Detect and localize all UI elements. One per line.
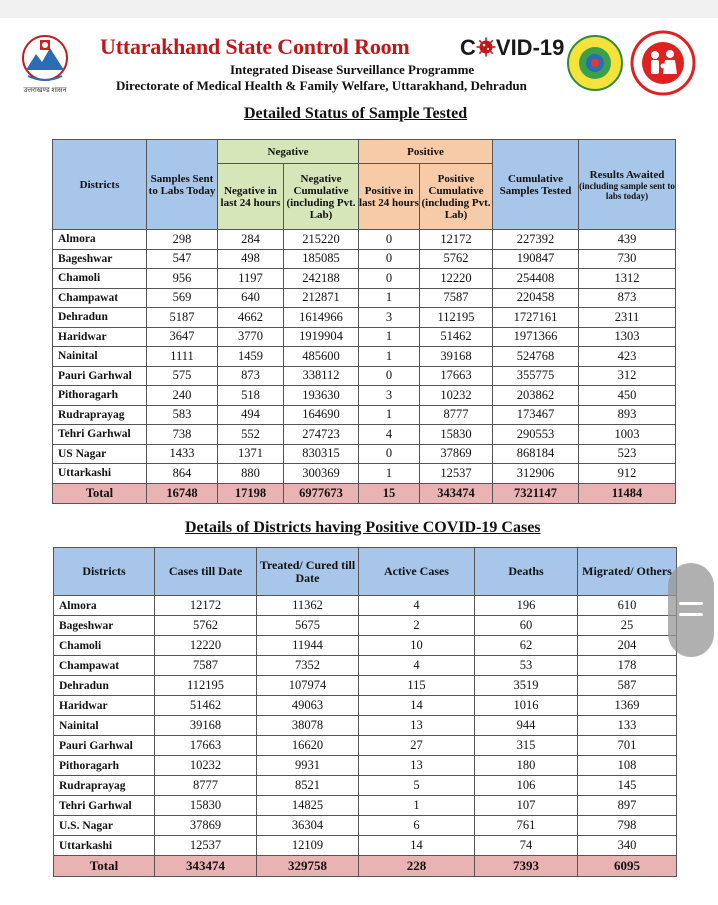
handle-line [679, 613, 703, 616]
table-cell: 873 [579, 288, 676, 308]
table-cell: 312906 [493, 464, 579, 484]
table-cell: 300369 [284, 464, 359, 484]
table-cell: 115 [359, 676, 475, 696]
coronavirus-icon [476, 37, 496, 57]
table-cell: 9931 [257, 756, 359, 776]
table-cell: 738 [147, 425, 218, 445]
table-cell: 1 [359, 288, 420, 308]
table-cell: 1371 [218, 444, 284, 464]
col-positive-cumulative: Positive Cumulative (including Pvt. Lab) [420, 164, 493, 230]
table-cell: 730 [579, 249, 676, 269]
table-cell: 1197 [218, 269, 284, 289]
covid-suffix: VID-19 [495, 35, 565, 60]
table-cell: 112195 [155, 676, 257, 696]
table-cell: 1016 [475, 696, 578, 716]
col-negative-cumulative: Negative Cumulative (including Pvt. Lab) [284, 164, 359, 230]
table-cell: 106 [475, 776, 578, 796]
total-cell: 15 [359, 483, 420, 503]
district-name: Almora [54, 596, 155, 616]
table-cell: 39168 [155, 716, 257, 736]
table-cell: 0 [359, 249, 420, 269]
table-cell: 4 [359, 596, 475, 616]
table-cell: 701 [578, 736, 677, 756]
table-row [53, 327, 676, 347]
table-row [54, 776, 677, 796]
col-positive-24h: Positive in last 24 hours [359, 164, 420, 230]
district-name: Haridwar [54, 696, 155, 716]
total-cell: 11484 [579, 483, 676, 503]
sample-status-table [52, 139, 676, 504]
top-status-strip [0, 0, 718, 18]
column-header: Active Cases [359, 548, 475, 596]
table-cell: 37869 [420, 444, 493, 464]
table-cell: 13 [359, 716, 475, 736]
table-cell: 74 [475, 836, 578, 856]
covid-prefix: C [460, 35, 476, 60]
table-cell: 12109 [257, 836, 359, 856]
table-cell: 1459 [218, 347, 284, 367]
table-cell: 242188 [284, 269, 359, 289]
table-cell: 3 [359, 308, 420, 328]
table-cell: 3770 [218, 327, 284, 347]
table-cell: 4 [359, 656, 475, 676]
table-cell: 518 [218, 386, 284, 406]
table-cell: 2311 [579, 308, 676, 328]
district-name: Dehradun [53, 308, 147, 328]
district-name: Bageshwar [54, 616, 155, 636]
table-cell: 7587 [155, 656, 257, 676]
table-cell: 6 [359, 816, 475, 836]
table-cell: 547 [147, 249, 218, 269]
table-cell: 107974 [257, 676, 359, 696]
table-cell: 868184 [493, 444, 579, 464]
table-cell: 2 [359, 616, 475, 636]
uttarakhand-govt-emblem-icon [14, 32, 76, 88]
table-cell: 62 [475, 636, 578, 656]
table-cell: 164690 [284, 405, 359, 425]
national-health-mission-logo-icon [630, 30, 696, 96]
table-cell: 178 [578, 656, 677, 676]
table-cell: 1433 [147, 444, 218, 464]
table-cell: 575 [147, 366, 218, 386]
results-awaited-label: Results Awaited [589, 168, 665, 181]
total-cell: 17198 [218, 483, 284, 503]
table-cell: 0 [359, 366, 420, 386]
col-samples-sent: Samples Sent to Labs Today [147, 140, 218, 230]
table-cell: 873 [218, 366, 284, 386]
total-cell: 6977673 [284, 483, 359, 503]
table-row [53, 308, 676, 328]
district-name: Champawat [53, 288, 147, 308]
district-name: Chamoli [53, 269, 147, 289]
report-header [0, 22, 718, 104]
table-cell: 12172 [420, 230, 493, 250]
table-cell: 798 [578, 816, 677, 836]
table-cell: 10232 [155, 756, 257, 776]
total-cell: 16748 [147, 483, 218, 503]
district-name: Bageshwar [53, 249, 147, 269]
table-cell: 1312 [579, 269, 676, 289]
table-cell: 53 [475, 656, 578, 676]
table-cell: 640 [218, 288, 284, 308]
table-cell: 12220 [420, 269, 493, 289]
table-row [54, 816, 677, 836]
table-row [53, 405, 676, 425]
table-cell: 204 [578, 636, 677, 656]
table-cell: 340 [578, 836, 677, 856]
table-cell: 956 [147, 269, 218, 289]
group-negative: Negative [218, 140, 359, 164]
table2-title: Details of Districts having Positive COVID-19 Cases [185, 519, 541, 536]
table-row [54, 616, 677, 636]
subtitle-programme: Integrated Disease Surveillance Programme [230, 62, 475, 77]
table-cell: 196 [475, 596, 578, 616]
table-cell: 5762 [420, 249, 493, 269]
table-cell: 912 [579, 464, 676, 484]
table-cell: 1971366 [493, 327, 579, 347]
table-cell: 254408 [493, 269, 579, 289]
table-cell: 284 [218, 230, 284, 250]
district-name: Rudraprayag [54, 776, 155, 796]
table-cell: 11944 [257, 636, 359, 656]
total-row [54, 856, 677, 877]
table-cell: 51462 [420, 327, 493, 347]
district-name: Pauri Garhwal [54, 736, 155, 756]
table-row [54, 736, 677, 756]
table-cell: 298 [147, 230, 218, 250]
table-row [54, 836, 677, 856]
table-row [54, 796, 677, 816]
table-cell: 10232 [420, 386, 493, 406]
table-cell: 4662 [218, 308, 284, 328]
table-cell: 1919904 [284, 327, 359, 347]
table-cell: 1303 [579, 327, 676, 347]
table-cell: 338112 [284, 366, 359, 386]
table-cell: 3519 [475, 676, 578, 696]
table-cell: 227392 [493, 230, 579, 250]
table-cell: 944 [475, 716, 578, 736]
table-cell: 1 [359, 327, 420, 347]
table-cell: 1003 [579, 425, 676, 445]
district-name: Dehradun [54, 676, 155, 696]
page-title: Uttarakhand State Control Room [100, 34, 410, 59]
table-cell: 51462 [155, 696, 257, 716]
table-cell: 203862 [493, 386, 579, 406]
table-row [54, 716, 677, 736]
table-cell: 274723 [284, 425, 359, 445]
total-label: Total [54, 856, 155, 877]
table-cell: 315 [475, 736, 578, 756]
table-cell: 552 [218, 425, 284, 445]
group-positive: Positive [359, 140, 493, 164]
table-row [54, 636, 677, 656]
total-cell: 6095 [578, 856, 677, 877]
table-cell: 761 [475, 816, 578, 836]
table-cell: 7352 [257, 656, 359, 676]
table-cell: 25 [578, 616, 677, 636]
table-row [53, 288, 676, 308]
table-cell: 7587 [420, 288, 493, 308]
table-cell: 524768 [493, 347, 579, 367]
table-cell: 1 [359, 796, 475, 816]
table-cell: 4 [359, 425, 420, 445]
table-cell: 145 [578, 776, 677, 796]
govt-caption: उत्तराखण्ड शासन [23, 86, 67, 94]
district-name: Tehri Garhwal [53, 425, 147, 445]
table-cell: 215220 [284, 230, 359, 250]
table-row [53, 464, 676, 484]
table-cell: 60 [475, 616, 578, 636]
positive-cases-table [53, 547, 677, 877]
table-cell: 240 [147, 386, 218, 406]
table-cell: 180 [475, 756, 578, 776]
table-row [53, 366, 676, 386]
col-districts: Districts [53, 140, 147, 230]
table-cell: 5675 [257, 616, 359, 636]
table-row [53, 347, 676, 367]
table-cell: 0 [359, 230, 420, 250]
table-row [54, 696, 677, 716]
column-header: Migrated/ Others [578, 548, 677, 596]
district-name: Nainital [54, 716, 155, 736]
table-row [53, 269, 676, 289]
district-name: Uttarkashi [54, 836, 155, 856]
table-cell: 498 [218, 249, 284, 269]
district-name: Chamoli [54, 636, 155, 656]
district-name: US Nagar [53, 444, 147, 464]
district-name: Pithoragarh [53, 386, 147, 406]
table-row [54, 676, 677, 696]
total-row [53, 483, 676, 503]
table-cell: 0 [359, 444, 420, 464]
table-cell: 523 [579, 444, 676, 464]
table-cell: 39168 [420, 347, 493, 367]
table-cell: 27 [359, 736, 475, 756]
district-name: Uttarkashi [53, 464, 147, 484]
results-awaited-note: (including sample sent to labs today) [579, 180, 675, 201]
table-cell: 17663 [155, 736, 257, 756]
table-cell: 3647 [147, 327, 218, 347]
table-cell: 38078 [257, 716, 359, 736]
table1-title: Detailed Status of Sample Tested [244, 105, 468, 122]
table-cell: 5 [359, 776, 475, 796]
table-cell: 610 [578, 596, 677, 616]
table-cell: 12537 [420, 464, 493, 484]
table-cell: 3 [359, 386, 420, 406]
table-row [54, 596, 677, 616]
table-cell: 355775 [493, 366, 579, 386]
total-cell: 343474 [420, 483, 493, 503]
table-row [53, 230, 676, 250]
table-cell: 190847 [493, 249, 579, 269]
table-cell: 11362 [257, 596, 359, 616]
table-cell: 1 [359, 347, 420, 367]
col-negative-24h: Negative in last 24 hours [218, 164, 284, 230]
district-name: Haridwar [53, 327, 147, 347]
table-cell: 494 [218, 405, 284, 425]
total-cell: 7393 [475, 856, 578, 877]
table-cell: 569 [147, 288, 218, 308]
table-cell: 107 [475, 796, 578, 816]
table-cell: 312 [579, 366, 676, 386]
column-header: Deaths [475, 548, 578, 596]
table-cell: 8777 [155, 776, 257, 796]
table-cell: 290553 [493, 425, 579, 445]
table-cell: 450 [579, 386, 676, 406]
drag-handle-icon[interactable] [668, 563, 714, 657]
district-name: Pithoragarh [54, 756, 155, 776]
table-cell: 15830 [155, 796, 257, 816]
table-cell: 10 [359, 636, 475, 656]
district-name: Tehri Garhwal [54, 796, 155, 816]
table-cell: 15830 [420, 425, 493, 445]
table-row [54, 756, 677, 776]
total-label: Total [53, 483, 147, 503]
district-name: Almora [53, 230, 147, 250]
table-cell: 12220 [155, 636, 257, 656]
total-cell: 7321147 [493, 483, 579, 503]
table-cell: 587 [578, 676, 677, 696]
table-cell: 13 [359, 756, 475, 776]
column-header: Treated/ Cured till Date [257, 548, 359, 596]
district-name: Nainital [53, 347, 147, 367]
table-cell: 893 [579, 405, 676, 425]
table-cell: 212871 [284, 288, 359, 308]
table-cell: 14825 [257, 796, 359, 816]
district-name: Rudraprayag [53, 405, 147, 425]
total-cell: 228 [359, 856, 475, 877]
table-cell: 133 [578, 716, 677, 736]
total-cell: 329758 [257, 856, 359, 877]
column-header: Cases till Date [155, 548, 257, 596]
table-cell: 8521 [257, 776, 359, 796]
table-cell: 5187 [147, 308, 218, 328]
table-cell: 1 [359, 464, 420, 484]
table-cell: 8777 [420, 405, 493, 425]
table-cell: 830315 [284, 444, 359, 464]
table-cell: 220458 [493, 288, 579, 308]
table-row [53, 249, 676, 269]
table-cell: 439 [579, 230, 676, 250]
col-cumulative-samples: Cumulative Samples Tested [493, 140, 579, 230]
table-cell: 5762 [155, 616, 257, 636]
table-cell: 14 [359, 836, 475, 856]
table-cell: 423 [579, 347, 676, 367]
covid-label [460, 35, 564, 61]
table-cell: 17663 [420, 366, 493, 386]
handle-line [679, 602, 703, 605]
table-cell: 0 [359, 269, 420, 289]
total-cell: 343474 [155, 856, 257, 877]
table-row [53, 386, 676, 406]
district-name: U.S. Nagar [54, 816, 155, 836]
table-cell: 1 [359, 405, 420, 425]
col-results-awaited [579, 140, 676, 230]
table-cell: 112195 [420, 308, 493, 328]
district-name: Champawat [54, 656, 155, 676]
table-cell: 583 [147, 405, 218, 425]
table-cell: 12537 [155, 836, 257, 856]
table-cell: 16620 [257, 736, 359, 756]
table-cell: 864 [147, 464, 218, 484]
table-row [53, 425, 676, 445]
table-cell: 1111 [147, 347, 218, 367]
subtitle-directorate: Directorate of Medical Health & Family Welfare, Uttarakhand, Dehradun [116, 78, 527, 93]
table-cell: 193630 [284, 386, 359, 406]
table-cell: 880 [218, 464, 284, 484]
table-cell: 897 [578, 796, 677, 816]
idsp-logo-icon [566, 34, 624, 92]
table-cell: 12172 [155, 596, 257, 616]
table-cell: 173467 [493, 405, 579, 425]
table-cell: 185085 [284, 249, 359, 269]
table-cell: 36304 [257, 816, 359, 836]
column-header: Districts [54, 548, 155, 596]
table-cell: 1369 [578, 696, 677, 716]
district-name: Pauri Garhwal [53, 366, 147, 386]
table-cell: 108 [578, 756, 677, 776]
table-cell: 485600 [284, 347, 359, 367]
table-cell: 1614966 [284, 308, 359, 328]
table-cell: 14 [359, 696, 475, 716]
table-cell: 37869 [155, 816, 257, 836]
table-row [53, 444, 676, 464]
table-row [54, 656, 677, 676]
table-cell: 1727161 [493, 308, 579, 328]
table-cell: 49063 [257, 696, 359, 716]
